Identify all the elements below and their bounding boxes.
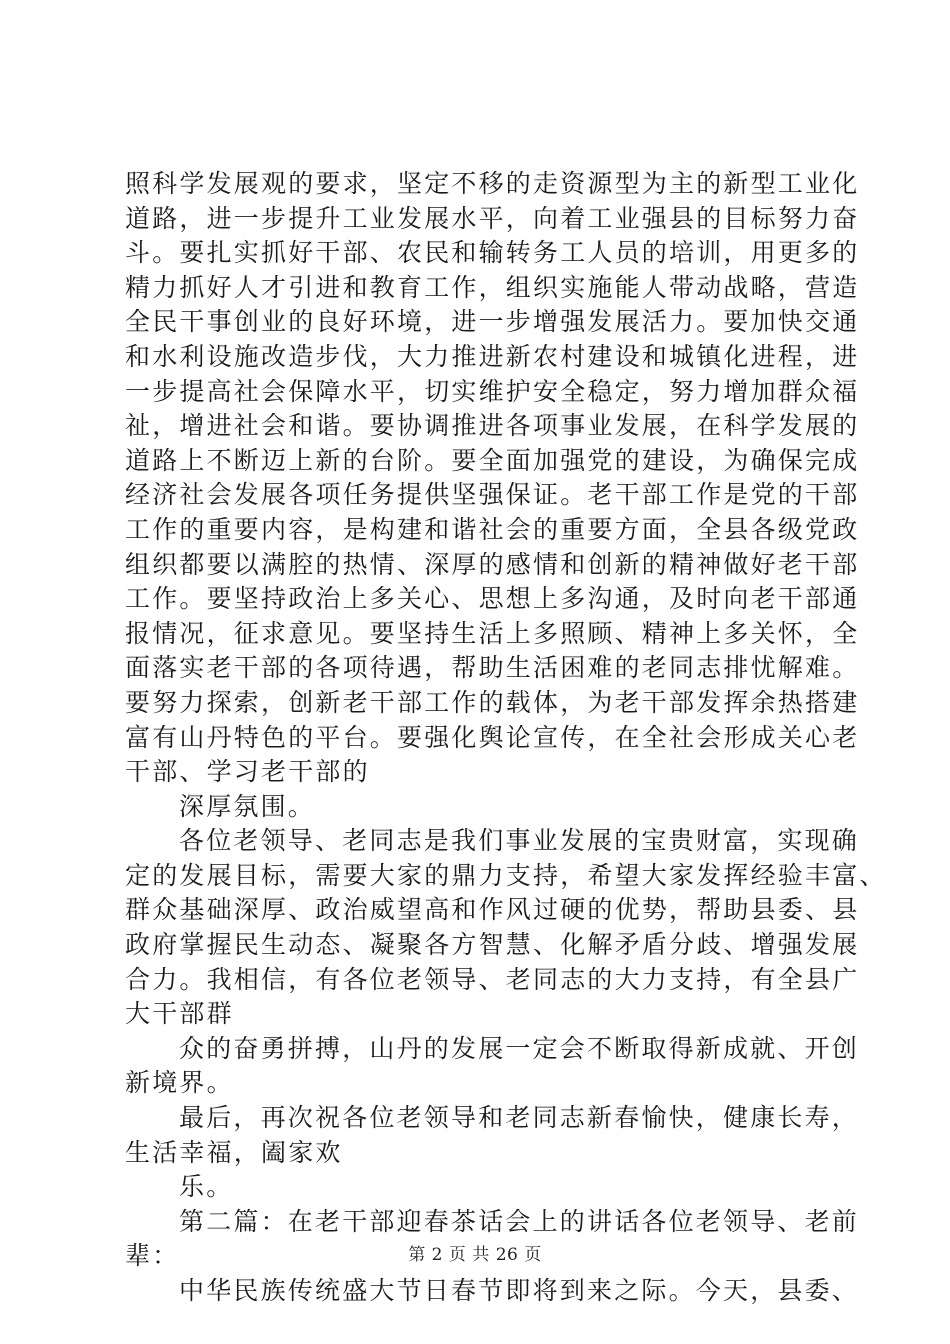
text-line: 政府掌握民生动态、凝聚各方智慧、化解矛盾分歧、增强发展 xyxy=(125,930,860,960)
text-line: 工作。要坚持政治上多关心、思想上多沟通，及时向老干部通 xyxy=(125,584,860,614)
text-line: 经济社会发展各项任务提供坚强保证。老干部工作是党的干部 xyxy=(125,480,860,510)
text-line: 精力抓好人才引进和教育工作，组织实施能人带动战略，营造 xyxy=(125,272,860,302)
text-line: 报情况，征求意见。要坚持生活上多照顾、精神上多关怀，全 xyxy=(125,618,860,648)
text-line: 斗。要扎实抓好干部、农民和输转务工人员的培训，用更多的 xyxy=(125,238,860,268)
document-body xyxy=(125,167,887,1309)
text-line: 道路上不断迈上新的台阶。要全面加强党的建设，为确保完成 xyxy=(125,445,860,475)
text-line: 组织都要以满腔的热情、深厚的感情和创新的精神做好老干部 xyxy=(125,549,860,579)
text-line: 最后，再次祝各位老领导和老同志新春愉快，健康长寿， xyxy=(179,1103,860,1133)
text-line: 辈： xyxy=(125,1241,180,1271)
text-line: 要努力探索，创新老干部工作的载体，为老干部发挥余热搭建 xyxy=(125,687,860,717)
text-line: 干部、学习老干部的 xyxy=(125,757,370,787)
page-number-footer: 第 2 页 共 26 页 xyxy=(408,1245,542,1265)
text-line: 乐。 xyxy=(179,1172,234,1202)
text-line: 合力。我相信，有各位老领导、老同志的大力支持，有全县广 xyxy=(125,964,860,994)
text-line: 照科学发展观的要求，坚定不移的走资源型为主的新型工业化 xyxy=(125,169,860,198)
text-line: 面落实老干部的各项待遇，帮助生活困难的老同志排忧解难。 xyxy=(125,653,860,683)
text-line: 中华民族传统盛大节日春节即将到来之际。今天，县委、 xyxy=(179,1276,860,1305)
text-line: 道路，进一步提升工业发展水平，向着工业强县的目标努力奋 xyxy=(125,203,860,233)
text-line: 定的发展目标，需要大家的鼎力支持，希望大家发挥经验丰富、 xyxy=(125,860,887,890)
text-line: 新境界。 xyxy=(125,1068,234,1098)
text-line: 全民干事创业的良好环境，进一步增强发展活力。要加快交通 xyxy=(125,307,860,337)
text-line: 祉，增进社会和谐。要协调推进各项事业发展，在科学发展的 xyxy=(125,411,860,441)
text-line: 生活幸福，阖家欢 xyxy=(125,1137,343,1167)
text-line: 一步提高社会保障水平，切实维护安全稳定，努力增加群众福 xyxy=(125,376,860,406)
text-line: 深厚氛围。 xyxy=(179,791,316,821)
text-line: 第二篇：在老干部迎春茶话会上的讲话各位老领导、老前 xyxy=(179,1206,860,1236)
text-line: 和水利设施改造步伐，大力推进新农村建设和城镇化进程，进 xyxy=(125,341,860,371)
text-line: 工作的重要内容，是构建和谐社会的重要方面，全县各级党政 xyxy=(125,514,860,544)
text-line: 富有山丹特色的平台。要强化舆论宣传，在全社会形成关心老 xyxy=(125,722,860,752)
text-line: 群众基础深厚、政治威望高和作风过硬的优势，帮助县委、县 xyxy=(125,895,860,925)
text-line: 各位老领导、老同志是我们事业发展的宝贵财富，实现确 xyxy=(179,826,860,856)
text-line: 众的奋勇拼搏，山丹的发展一定会不断取得新成就、开创 xyxy=(179,1033,860,1063)
text-line: 大干部群 xyxy=(125,999,234,1029)
